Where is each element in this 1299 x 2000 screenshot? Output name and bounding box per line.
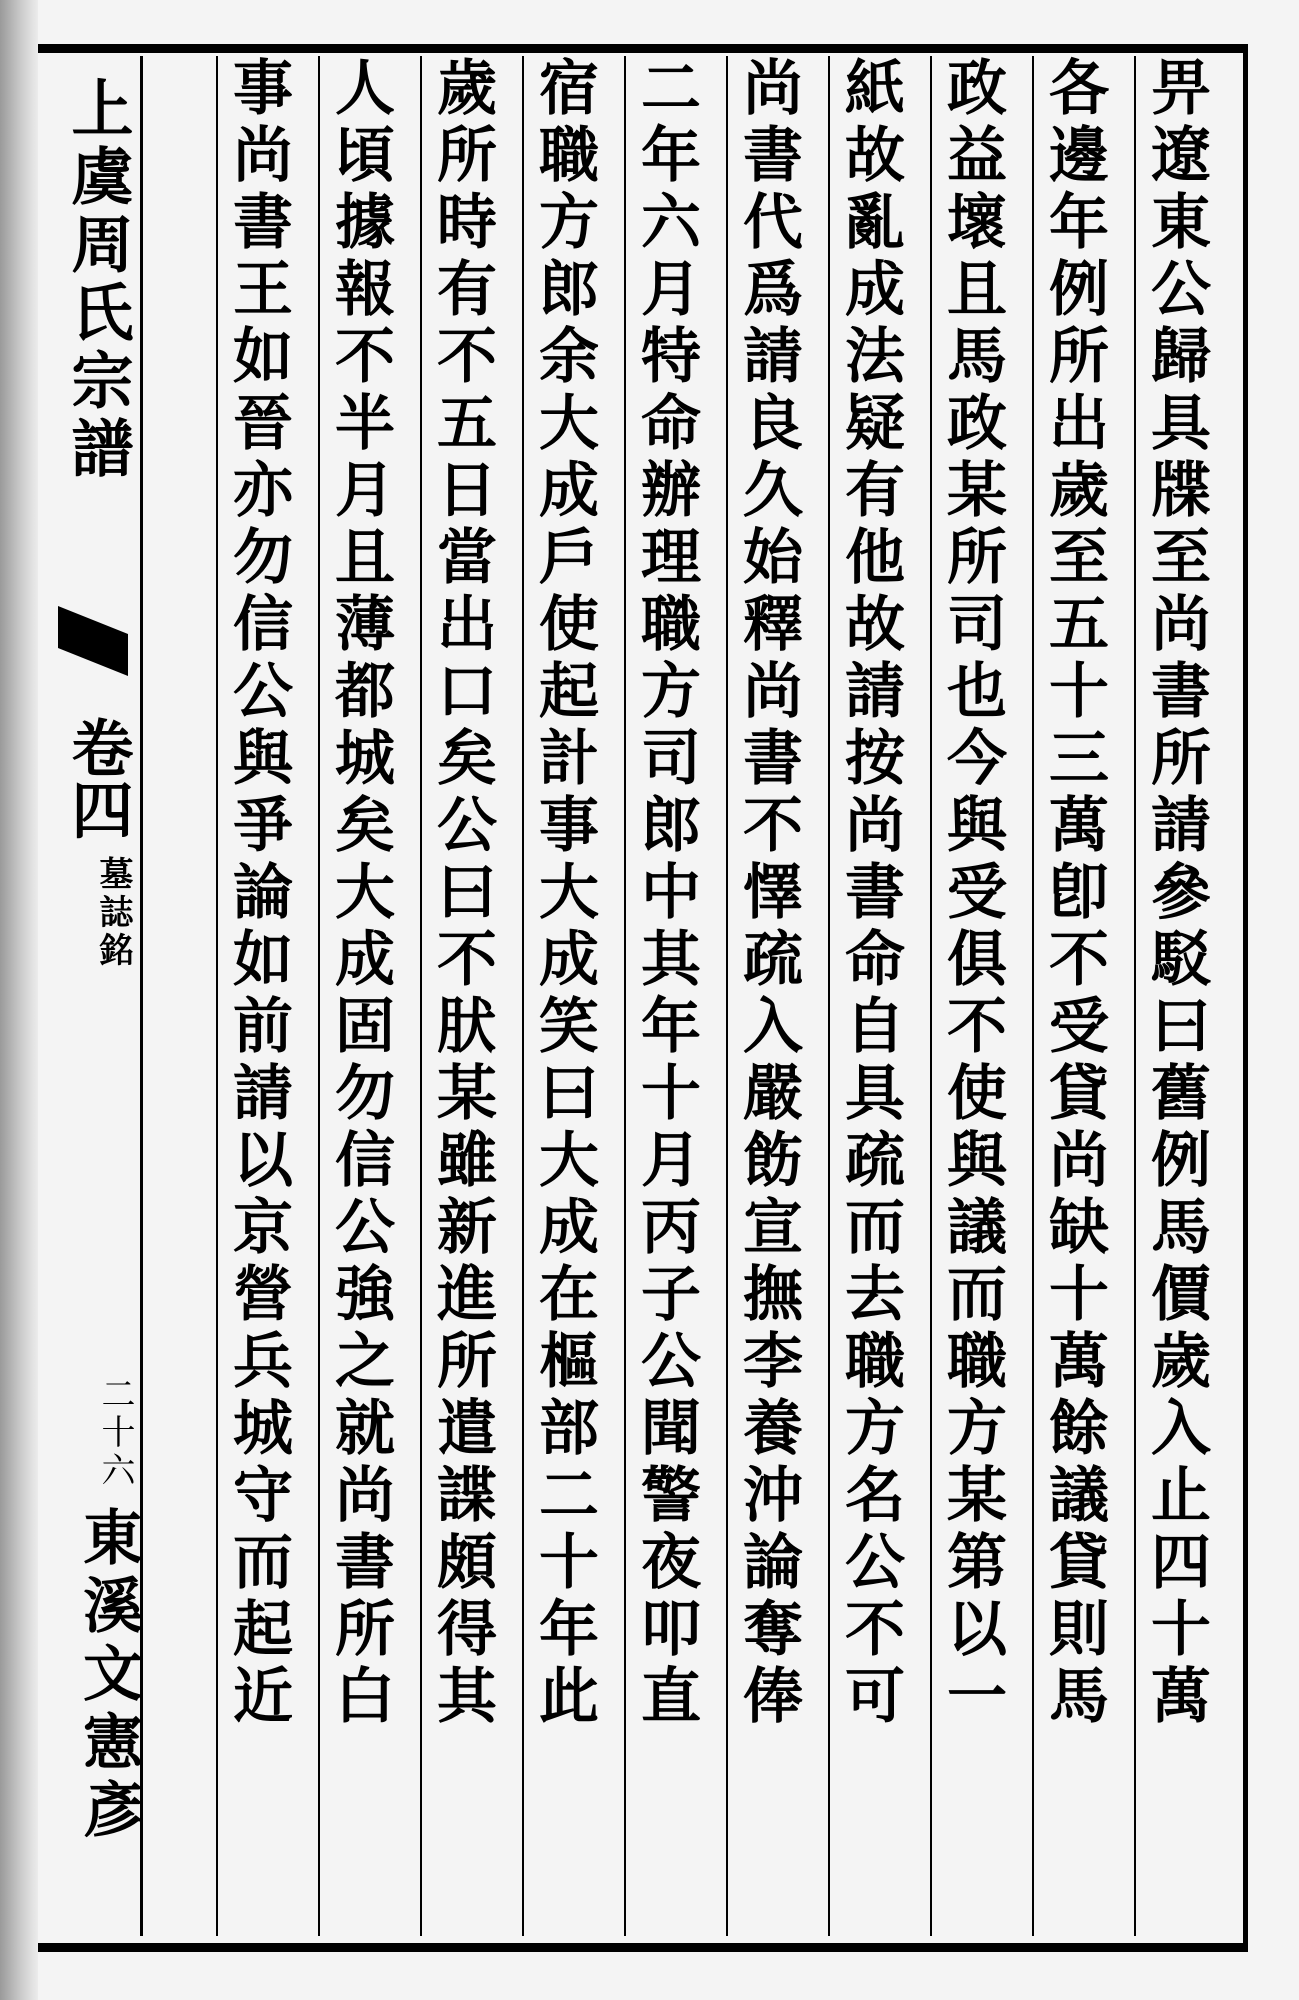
column-rule [828, 56, 830, 1936]
genealogy-title: 上虞周氏宗譜 [61, 76, 134, 484]
page-gutter-shadow [0, 0, 38, 2000]
fish-tail-mark-icon [58, 606, 128, 676]
text-column: 二年六月特命辦理職方司郎中其年十月丙子公聞警夜叩直 [631, 56, 701, 1731]
column-rule [216, 56, 218, 1936]
text-column: 人頃據報不半月且薄都城矣大成固勿信公強之就尚書所白 [325, 56, 395, 1731]
text-column: 事尚書王如晉亦勿信公與爭論如前請以京營兵城守而起近 [223, 56, 293, 1731]
text-column: 歲所時有不五日當出口矣公曰不肰某雖新進所遣諜頗得其 [427, 56, 497, 1731]
text-column: 宿職方郎余大成戶使起計事大成笑曰大成在樞部二十年此 [529, 56, 599, 1731]
column-rule [930, 56, 932, 1936]
document-page [38, 44, 1248, 1952]
column-rule [522, 56, 524, 1936]
text-column: 尚書代爲請良久始釋尚書不懌疏入嚴飭宣撫李養沖論奪俸 [733, 56, 803, 1731]
column-rule [624, 56, 626, 1936]
column-rule [726, 56, 728, 1936]
column-rule [420, 56, 422, 1936]
section-label: 墓誌銘 [93, 856, 133, 970]
volume-label: 卷四 [61, 716, 134, 840]
text-column: 政益壞且馬政某所司也今與受俱不使與議而職方某第以一 [937, 56, 1007, 1731]
text-column: 畀遼東公歸具牒至尚書所請參駁曰舊例馬價歲入止四十萬 [1141, 56, 1211, 1731]
column-rule [318, 56, 320, 1936]
column-rule [1032, 56, 1034, 1936]
page-number: 二十六 [95, 1376, 135, 1490]
text-column: 各邊年例所出歲至五十三萬卽不受貸尚缺十萬餘議貸則馬 [1039, 56, 1109, 1731]
margin-column [38, 56, 143, 1936]
text-column: 紙故亂成法疑有他故請按尚書命自具疏而去職方名公不可 [835, 56, 905, 1731]
hall-name: 東溪文憲彥 [73, 1506, 143, 1846]
column-rule [1134, 56, 1136, 1936]
